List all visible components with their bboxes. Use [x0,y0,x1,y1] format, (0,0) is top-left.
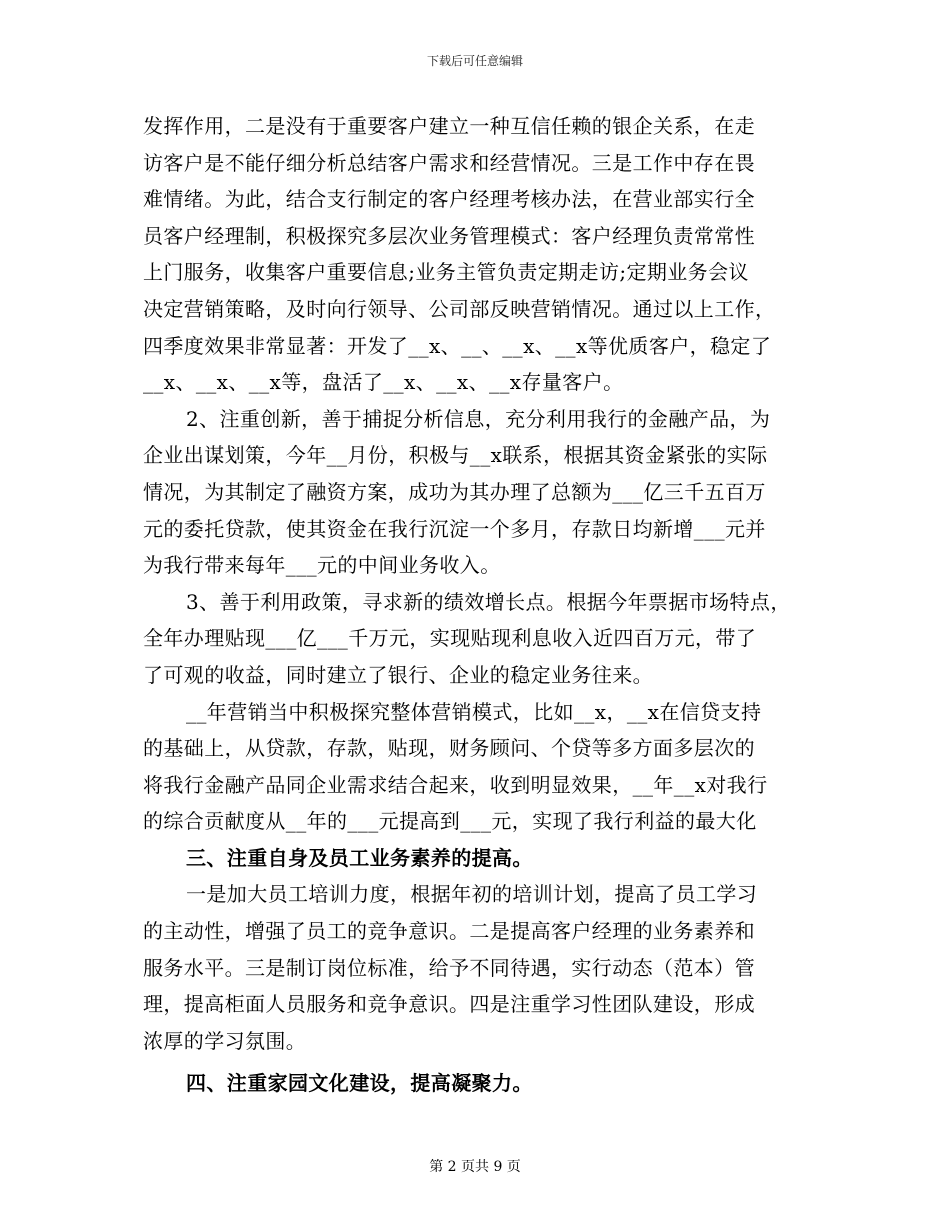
body-text-line: __x、__x、__x等，盘活了__x、__x、__x存量客户。 [143,370,624,395]
body-text-line: 发挥作用，二是没有于重要客户建立一种互信任赖的银企关系，在走 [143,114,755,138]
body-text-line: 一是加大员工培训力度，根据年初的培训计划，提高了员工学习 [186,882,758,907]
body-text-line: 元的委托贷款，使其资金在我行沉淀一个多月，存款日均新增___元并 [143,516,766,541]
body-text-line: 了可观的收益，同时建立了银行、企业的稳定业务往来。 [143,662,653,687]
document-body [143,108,843,1102]
body-text-line: 浓厚的学习氛围。 [143,1028,307,1053]
section-heading: 四、注重家园文化建设，提高凝聚力。 [186,1071,533,1096]
body-text-line: __年营销当中积极探究整体营销模式，比如__x，__x在信贷支持 [186,699,762,724]
body-text-line: 决定营销策略，及时向行领导、公司部反映营销情况。通过以上工作， [143,296,776,321]
body-text-line: 将我行金融产品同企业需求结合起来，收到明显效果，__年__x对我行 [143,772,768,797]
body-text-line: 的基础上，从贷款，存款，贴现，财务顾问、个贷等多方面多层次的 [143,736,755,761]
body-text-line: 的综合贡献度从__年的___元提高到___元，实现了我行利益的最大化 [143,809,757,834]
body-text-line: 情况，为其制定了融资方案，成功为其办理了总额为___亿三千五百万 [143,479,766,504]
body-text-line: 3、善于利用政策，寻求新的绩效增长点。根据今年票据市场特点， [186,589,791,614]
body-text-line: 2、注重创新，善于捕捉分析信息，充分利用我行的金融产品，为 [186,406,771,431]
page-header: 下载后可任意编辑 [426,54,523,68]
body-text-line: 的主动性，增强了员工的竞争意识。二是提高客户经理的业务素养和 [143,919,755,944]
page-footer: 第 2 页共 9 页 [429,1159,521,1175]
body-text-line: 企业出谋划策，今年__月份，积极与__x联系，根据其资金紧张的实际 [143,443,768,468]
body-text-line: 四季度效果非常显著：开发了__x、__、__x、__x等优质客户，稳定了 [143,333,772,358]
body-text-line: 难情绪。为此，结合支行制定的客户经理考核办法，在营业部实行全 [143,187,755,212]
body-text-line: 理，提高柜面人员服务和竞争意识。四是注重学习性团队建设，形成 [143,992,755,1017]
body-text-line: 上门服务，收集客户重要信息;业务主管负责定期走访;定期业务会议 [143,260,749,285]
body-text-line: 为我行带来每年___元的中间业务收入。 [143,553,501,578]
body-text-line: 全年办理贴现___亿___千万元，实现贴现利息收入近四百万元，带了 [143,626,757,651]
body-text-line: 服务水平。三是制订岗位标准，给予不同待遇，实行动态（范本）管 [143,955,755,980]
body-text-line: 员客户经理制，积极探究多层次业务管理模式：客户经理负责常常性 [143,223,755,248]
section-heading: 三、注重自身及员工业务素养的提高。 [186,845,533,870]
body-text-line: 访客户是不能仔细分析总结客户需求和经营情况。三是工作中存在畏 [143,150,755,175]
